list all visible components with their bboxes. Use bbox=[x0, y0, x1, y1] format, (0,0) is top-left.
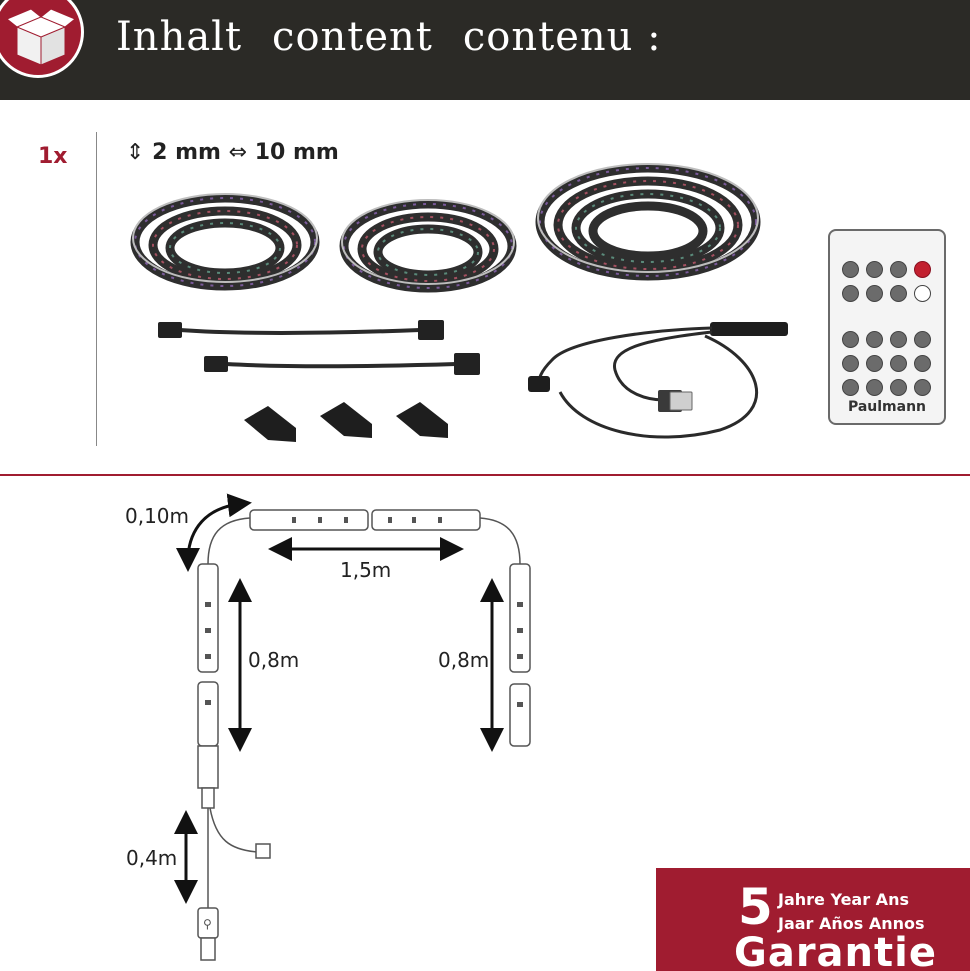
label-left-strip: 0,8m bbox=[248, 648, 300, 672]
height-value: 2 mm bbox=[152, 140, 221, 165]
guarantee-word: Garantie bbox=[734, 930, 937, 971]
title-fr: contenu : bbox=[462, 14, 662, 60]
guarantee-line-2: Jaar Años Annos bbox=[778, 914, 925, 933]
quantity-label: 1x bbox=[38, 144, 68, 169]
height-arrow-icon: ⇕ bbox=[126, 140, 145, 165]
width-value: 10 mm bbox=[254, 140, 339, 165]
label-top-strip: 1,5m bbox=[340, 558, 392, 582]
label-right-strip: 0,8m bbox=[438, 648, 490, 672]
label-top-cable: 0,10m bbox=[125, 504, 190, 528]
title-de: Inhalt bbox=[116, 14, 243, 60]
label-usb-cable: 0,4m bbox=[126, 846, 178, 870]
guarantee-badge bbox=[656, 868, 970, 971]
title-en: content bbox=[272, 14, 433, 60]
usb-icon: ⚲ bbox=[203, 917, 212, 931]
remote-brand: Paulmann bbox=[847, 399, 927, 415]
guarantee-line-1: Jahre Year Ans bbox=[778, 890, 909, 909]
width-arrow-icon: ⇔ bbox=[228, 140, 248, 165]
guarantee-years: 5 bbox=[738, 878, 773, 936]
